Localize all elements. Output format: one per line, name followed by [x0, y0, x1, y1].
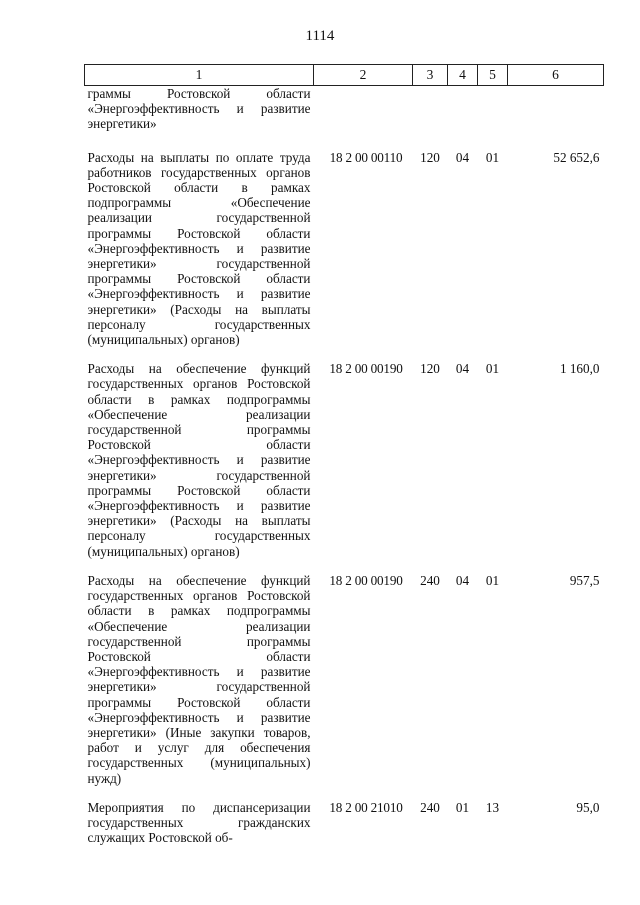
row-description: Расходы на обеспечение функций государственных органов Ростовской области в рамках подпрограммы «Обеспечение реализации государственной программы Ростовской области «Энергоэффективность и развитие энергетики» государственной программы Ростовской области «Энергоэффективность и развитие энергетики» (Иные закупки товаров, работ и услуг для обеспечения государственных (муниципальных) нужд) [87, 572, 311, 786]
row-code: 18 2 00 00190 [329, 572, 403, 588]
row-description: граммы Ростовской области «Энергоэффективность и развитие энергетики» [87, 86, 311, 132]
row-description: Расходы на обеспечение функций государственных органов Ростовской области в рамках подпрограммы «Обеспечение реализации государственной программы Ростовской области «Энергоэффективность и развитие энергетики» государственной программы Ростовской области «Энергоэффективность и развитие энергетики» (Расходы на выплаты персоналу государственных (муниципальных) органов) [87, 361, 311, 559]
column-header: 1 [85, 65, 314, 86]
table-row [85, 361, 604, 573]
column-header: 5 [478, 65, 508, 86]
row-code: 18 2 00 21010 [329, 799, 403, 815]
row-description: Мероприятия по диспансеризации государственных гражданских служащих Ростовской об- [87, 799, 311, 846]
row-expense-type: 120 [420, 361, 440, 377]
column-header: 3 [413, 65, 448, 86]
row-subsection: 01 [485, 149, 500, 165]
row-code: 18 2 00 00110 [329, 149, 403, 165]
row-subsection: 13 [485, 799, 500, 815]
row-subsection [478, 86, 508, 150]
row-section: 04 [455, 572, 470, 588]
column-header: 4 [448, 65, 478, 86]
row-section [448, 86, 478, 150]
row-expense-type [413, 86, 448, 150]
row-description: Расходы на выплаты по оплате труда работников государственных органов Ростовской области в рамках подпрограммы «Обеспечение реализации государственной программы Ростовской области «Энергоэффективность и развитие энергетики» государственной программы Ростовской области «Энергоэффективность и развитие энергетики» (Расходы на выплаты персоналу государственных (муниципальных) органов) [87, 149, 311, 348]
row-amount: 52 652,6 [553, 149, 600, 165]
row-amount: 95,0 [576, 799, 600, 815]
row-subsection: 01 [485, 361, 500, 377]
page-number: 1114 [305, 28, 335, 44]
row-expense-type: 240 [420, 572, 440, 588]
row-expense-type: 240 [420, 799, 440, 815]
budget-table [84, 64, 604, 859]
row-code: 18 2 00 00190 [329, 361, 403, 377]
row-subsection: 01 [485, 572, 500, 588]
table-row [85, 150, 604, 362]
row-expense-type: 120 [420, 149, 440, 165]
table-row [85, 573, 604, 800]
table-header-row [85, 65, 604, 86]
column-header: 6 [508, 65, 604, 86]
row-amount: 1 160,0 [559, 361, 600, 377]
row-amount [508, 86, 604, 150]
column-header: 2 [314, 65, 413, 86]
row-section: 04 [455, 149, 470, 165]
table-row [85, 86, 604, 150]
row-section: 04 [455, 361, 470, 377]
row-amount: 957,5 [569, 572, 600, 588]
table-row [85, 800, 604, 860]
row-section: 01 [455, 799, 470, 815]
row-code [314, 86, 413, 150]
